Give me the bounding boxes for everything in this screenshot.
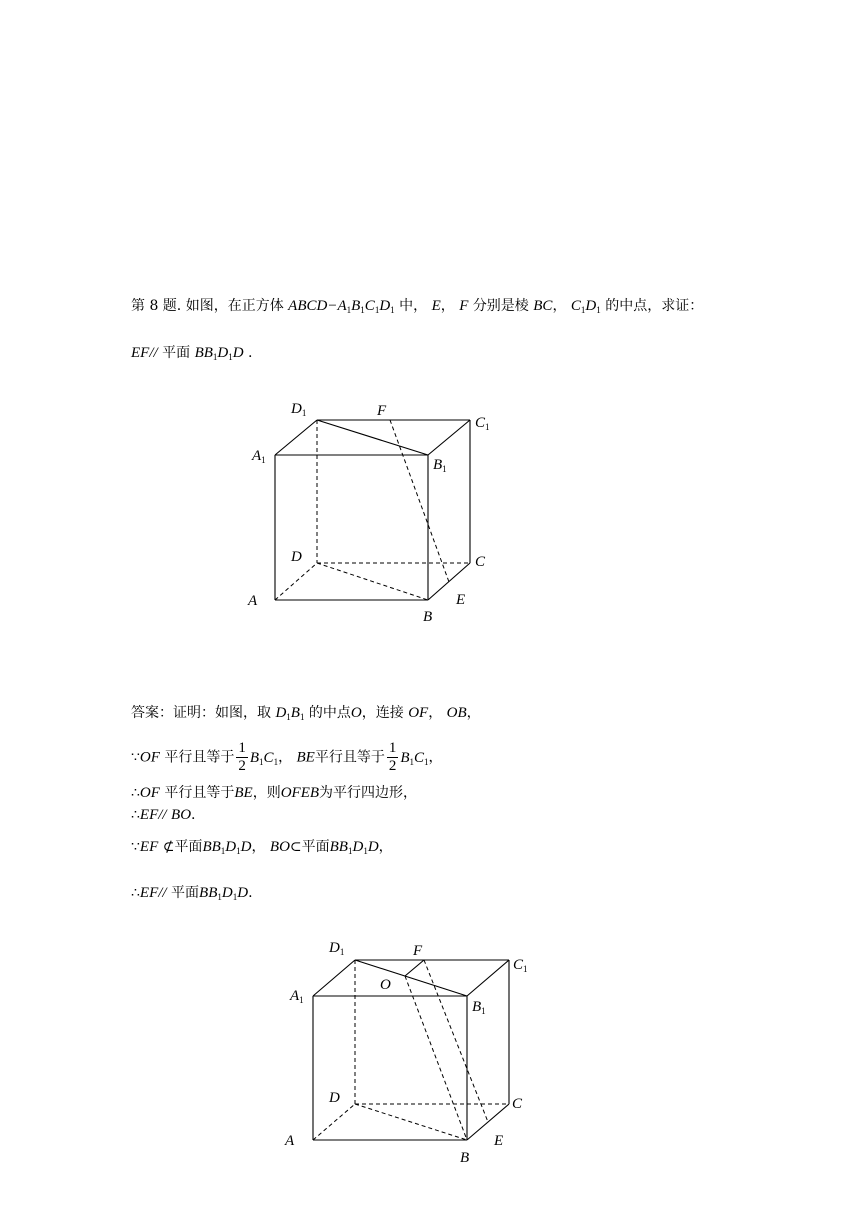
edge-c1b1	[428, 420, 470, 455]
edge-a1d1	[313, 960, 355, 996]
label-a: A	[285, 1133, 295, 1149]
segment-fe	[424, 960, 488, 1122]
segment-d1b1	[355, 960, 467, 996]
segment-of	[405, 960, 424, 976]
segment-fe	[390, 420, 449, 582]
edge-a1d1	[275, 420, 317, 455]
label-a: A	[248, 593, 258, 609]
label-e: E	[494, 1133, 504, 1149]
edge-bc	[467, 1104, 509, 1140]
label-c: C	[475, 554, 486, 570]
segment-ob	[405, 976, 467, 1140]
label-e: E	[456, 592, 466, 608]
label-b: B	[423, 609, 433, 625]
answer-line-2: ∵OF 平行且等于 $\frac{1}{2}$ $B_1C_1$， BE平行且等于 $\frac{1}{2}$ $B_1C_1$，	[131, 740, 443, 774]
answer-line-3: ∴OF 平行且等于BE，则OFEB为平行四边形，	[131, 785, 418, 801]
label-a1: $A_1$	[290, 988, 304, 1005]
label-d: D	[329, 1090, 340, 1106]
label-f: F	[377, 403, 387, 419]
label-o: O	[380, 977, 391, 993]
edge-ad	[275, 563, 317, 600]
label-c: C	[512, 1096, 523, 1112]
edge-c1b1	[467, 960, 509, 996]
fraction-half: $\frac{1}{2}$	[238, 740, 246, 774]
answer-line-5: ∵EF ⊄平面$BB_1D_1D$， BO⊂平面$BB_1D_1D$，	[131, 839, 393, 856]
label-b1: $B_1$	[433, 457, 447, 474]
answer-line-6: ∴EF// 平面$BB_1D_1D$.	[131, 885, 253, 902]
label-c1: $C_1$	[513, 957, 528, 974]
segment-db	[317, 563, 428, 600]
segment-db	[355, 1104, 467, 1140]
problem-line-1: 第 8 题. 如图，在正方体 $ABCD-A_1B_1C_1D_1$ 中， E， F 分别是棱 BC， $C_1D_1$ 的中点，求证：	[131, 298, 704, 315]
edge-bc	[428, 563, 470, 600]
problem-number: 第 8 题.	[131, 298, 182, 314]
answer-line-4: ∴EF// BO.	[131, 807, 196, 823]
label-c1: $C_1$	[475, 415, 490, 432]
label-f: F	[413, 943, 423, 959]
label-d1: $D_1$	[329, 940, 345, 957]
answer-line-1: 答案：证明：如图，取 $D_1B_1$ 的中点O，连接 OF， OB，	[131, 705, 481, 722]
label-d: D	[291, 549, 302, 565]
cube-name: $ABCD-A_1B_1C_1D_1$	[288, 298, 395, 315]
problem-line-2: EF// 平面 $BB_1D_1D$ .	[131, 345, 253, 362]
label-b1: $B_1$	[472, 999, 486, 1016]
edge-ad	[313, 1104, 355, 1140]
label-b: B	[460, 1150, 470, 1166]
label-d1: $D_1$	[291, 401, 307, 418]
label-a1: $A_1$	[252, 448, 266, 465]
segment-d1b1	[317, 420, 428, 455]
